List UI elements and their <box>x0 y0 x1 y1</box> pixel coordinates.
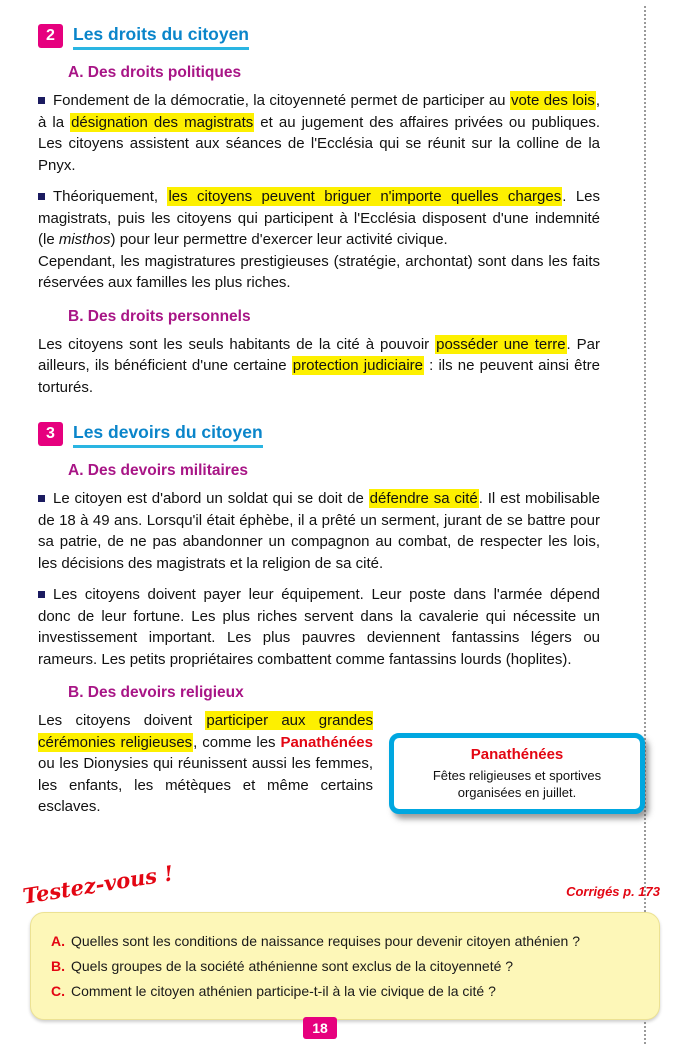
panathenees-callout <box>389 733 645 814</box>
callout-title: Panathénées <box>470 746 564 763</box>
page-number-badge: 18 <box>303 1017 337 1039</box>
quiz-footer <box>20 860 660 1018</box>
question-row <box>51 932 639 950</box>
question-row <box>51 982 639 1000</box>
paragraph <box>38 251 600 294</box>
question-letter: C. <box>51 983 65 999</box>
subsection-title: B. Des devoirs religieux <box>68 684 244 701</box>
question-letter: A. <box>51 933 65 949</box>
question-row <box>51 957 639 975</box>
question-letter: B. <box>51 958 65 974</box>
subsection-title: A. Des devoirs militaires <box>68 462 249 479</box>
subsection-title: A. Des droits politiques <box>68 64 242 81</box>
paragraph-text: Le citoyen est d'abord un soldat qui se doit de défendre sa cité. Il est mobilisable de 18 à 49 ans. Lorsqu'il était éphèbe, il a prêté un serment, jurant de se battre pour sa patrie, de ne pas abandonner un compagnon au combat, de respecter les lois, les décisions des magistrats et la religion de sa cité. <box>38 490 600 572</box>
subsection-title: B. Des droits personnels <box>68 307 251 325</box>
paragraph-text: Fondement de la démocratie, la citoyenneté permet de participer au vote des lois, à la désignation des magistrats et au jugement des affaires privées ou publiques. Les citoyens assistent aux séances de l'Ecclésia qui se réunit sur la colline de la Pnyx. <box>38 92 600 174</box>
square-bullet-icon <box>38 97 45 104</box>
paragraph <box>38 584 600 670</box>
paragraph <box>38 334 600 399</box>
question-text: Comment le citoyen athénien participe-t-il à la vie civique de la cité ? <box>71 983 496 999</box>
section-title: Les devoirs du citoyen <box>73 422 263 448</box>
section-number-badge: 3 <box>38 422 63 446</box>
square-bullet-icon <box>38 495 45 502</box>
main-text-column <box>38 24 600 828</box>
square-bullet-icon <box>38 591 45 598</box>
corriges-label: Corrigés p. 173 <box>566 884 660 899</box>
questions-box <box>30 912 660 1020</box>
section-2-header <box>38 24 600 50</box>
paragraph-text: Les citoyens doivent payer leur équipement. Leur poste dans l'armée dépend donc de leur fortune. Les plus riches servent dans la cavalerie qui nécessite un investissement important. Les plus pauvres deviennent fantassins légers ou rameurs. Les petits propriétaires combattent comme fantassins lourds (hoplites). <box>38 586 600 668</box>
section-3-header <box>38 422 600 448</box>
callout-text: Fêtes religieuses et sportives organisées en juillet. <box>432 768 602 800</box>
paragraph <box>38 488 600 574</box>
section-title: Les droits du citoyen <box>73 24 249 50</box>
paragraph-text: Cependant, les magistratures prestigieuses (stratégie, archontat) sont dans les faits réservées aux familles les plus riches. <box>38 252 600 291</box>
paragraph <box>38 90 600 176</box>
question-text: Quels groupes de la société athénienne sont exclus de la citoyenneté ? <box>71 958 514 974</box>
square-bullet-icon <box>38 193 45 200</box>
question-text: Quelles sont les conditions de naissance requises pour devenir citoyen athénien ? <box>71 933 580 949</box>
religious-duties-block <box>38 710 600 828</box>
testez-vous-label: Testez-vous ! <box>20 860 175 909</box>
section-number-badge: 2 <box>38 24 63 48</box>
paragraph-text: Les citoyens doivent participer aux grandes cérémonies religieuses, comme les Panathénées ou les Dionysies qui réunissent aussi les femmes, les enfants, les métèques et même certains esclaves. <box>38 712 373 815</box>
paragraph-text: Les citoyens sont les seuls habitants de la cité à pouvoir posséder une terre. Par ailleurs, ils bénéficient d'une certaine protection judiciaire : ils ne peuvent ainsi être torturés. <box>38 335 600 396</box>
paragraph <box>38 186 600 251</box>
paragraph-text: Théoriquement, les citoyens peuvent briguer n'importe quelles charges. Les magistrats, puis les citoyens qui participent à l'Ecclésia disposent d'une indemnité (le misthos) pour leur permettre d'exercer leur activité civique. <box>38 188 600 248</box>
